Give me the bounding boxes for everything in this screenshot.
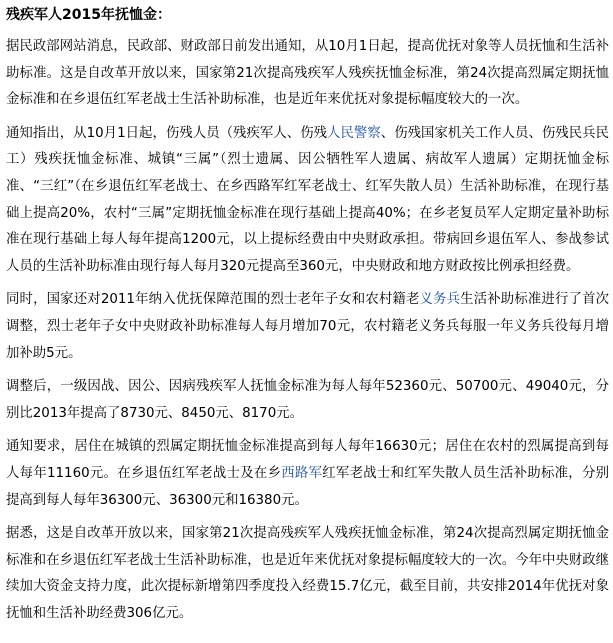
- paragraph-text: 据悉，这是自改革开放以来，国家第21次提高残疾军人残疾抚恤金标准，第24次提高烈属定期抚恤金标准和在乡退伍红军老战士生活补助标准，也是近年来优抚对象提标幅度较大的一次。今年中央财政继续加大资金支持力度，此次提标新增第四季度投入经费15.7亿元，截至目前，共安排2014年优抚对象抚恤和生活补助经费306亿元。: [6, 526, 609, 621]
- paragraph-text: 红军老战士和红军失散人员生活补助标准，分别提高到每人每年36300元、36300元和16380元。: [6, 465, 610, 508]
- paragraph-text: 通知指出，从10月1日起，伤残人员（残疾军人、伤残: [6, 125, 328, 141]
- article-title: 残疾军人2015年抚恤金：: [6, 7, 171, 23]
- paragraph-text: 通知要求，居住在城镇的烈属定期抚恤金标准提高到每人每年16630元；居住在农村的烈属提高到每人每年11160元。在乡退伍红军老战士及在乡: [6, 439, 609, 481]
- paragraph-text: 生活补助标准进行了首次调整，烈士老年子女中央财政补助标准每人每月增加70元，农村籍老义务兵每服一年义务兵役每月增加补助5元。: [6, 292, 610, 361]
- paragraph: [6, 434, 609, 514]
- paragraph: [6, 521, 609, 627]
- inline-link[interactable]: 西路军: [281, 465, 323, 481]
- paragraph-text: 据民政部网站消息，民政部、财政部日前发出通知，从10月1日起，提高优抚对象等人员抚恤和生活补助标准。这是自改革开放以来，国家第21次提高残疾军人残疾抚恤金标准，第24次提高烈属定期抚恤金标准和在乡退伍红军老战士生活补助标准，也是近年来优抚对象提标幅度较大的一次。: [6, 39, 609, 108]
- inline-link[interactable]: 义务兵: [419, 292, 461, 308]
- paragraph-text: 、伤残国家机关工作人员、伤残民兵民工）残疾抚恤金标准、城镇“三属”（烈士遗属、因公牺牲军人遗属、病故军人遗属）定期抚恤金标准、“三红”（在乡退伍红军老战士、在乡西路军红军老战士、红军失散人员）生活补助标准，在现行基础上提高20%，农村“三属”定期抚恤金标准在现行基础上提高40%；在乡老复员军人定期定量补助标准在现行基础上每人每年提高1200元，以上提标经费由中央财政承担。带病回乡退伍军人、参战参试人员的生活补助标准由现行每人每月320元提高至360元，中央财政和地方财政按比例承担经费。: [6, 125, 610, 274]
- inline-link[interactable]: 人民警察: [327, 125, 381, 141]
- paragraph: [6, 34, 609, 114]
- paragraph: [6, 121, 609, 281]
- paragraph: [6, 374, 609, 427]
- paragraph: [6, 287, 609, 367]
- article-body: [6, 34, 609, 627]
- paragraph-text: 同时，国家还对2011年纳入优抚保障范围的烈士老年子女和农村籍老: [6, 292, 420, 308]
- paragraph-text: 调整后，一级因战、因公、因病残疾军人抚恤金标准为每人每年52360元、50700元、49040元，分别比2013年提高了8730元、8450元、8170元。: [6, 379, 609, 421]
